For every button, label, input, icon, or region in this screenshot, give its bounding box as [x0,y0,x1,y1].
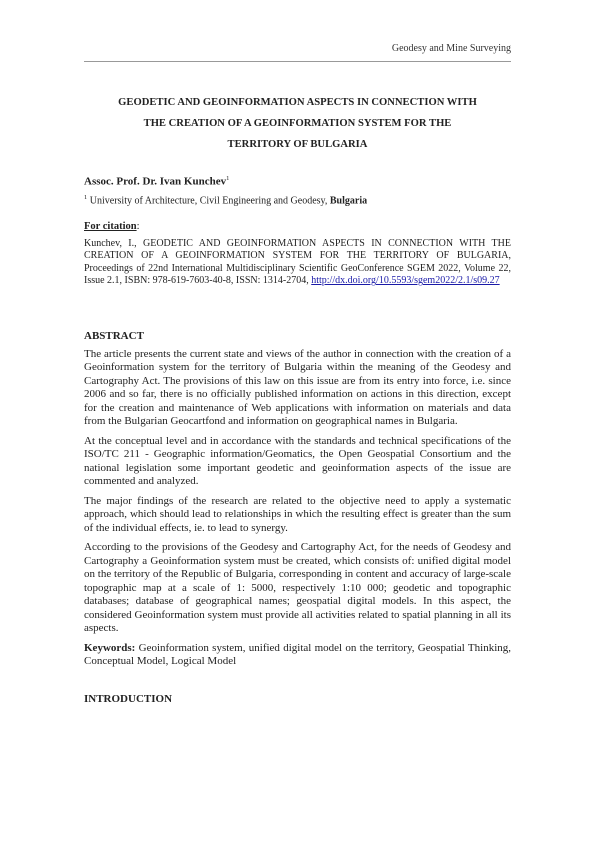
abstract-heading: ABSTRACT [84,329,144,342]
abstract-paragraph-1: The article presents the current state and views of the author in connection with the creation of a Geoinformation system for the territory of Bulgaria within the meaning of the Geodesy and Cartography Act. The provisions of this law on this issue are from its entry into force, i.e. since 2006 and so far, there is no officially published information on actions in this direction, except for the creation and maintenance of Web applications with information on materials and data from the Bulgarian Geocartfond and information on geographical names in Bulgaria. [84,347,511,428]
affiliation-marker: 1 [84,193,88,201]
affiliation-country: Bulgaria [329,194,368,206]
abstract-paragraph-4: According to the provisions of the Geodesy and Cartography Act, for the needs of Geodesy and Cartography a Geoinformation system must be created, which consists of: unified digital model on the territory of the Republic of Bulgaria, corresponding in content and accuracy of large-scale topographic map at a scale of 1: 5000, respectively 1:10 000; geodetic and topographic databases; database of geographical names; geospatial digital models. In this aspect, the considered Geoinformation system must provide all activities related to spatial planning in all its aspects. [84,541,511,635]
keywords-label: Keywords: [84,641,136,654]
paper-body [84,92,511,705]
header-rule [84,61,511,62]
keywords [84,642,511,669]
title-line-1: GEODETIC AND GEOINFORMATION ASPECTS IN CONNECTION WITH [118,97,477,108]
citation-label-colon: : [136,220,140,232]
abstract-paragraph-3: The major findings of the research are related to the objective need to apply a systematic approach, which should lead to relationships in which the resulting effect is greater than the sum of the individual effects, ie. to lead to synergy. [84,494,511,534]
title-line-3: TERRITORY OF BULGARIA [227,139,368,150]
running-header: Geodesy and Mine Surveying [391,43,511,54]
author-name: Assoc. Prof. Dr. Ivan Kunchev [84,175,227,188]
introduction-heading: INTRODUCTION [84,692,173,705]
doi-link[interactable]: http://dx.doi.org/10.5593/sgem2022/2.1/s09.27 [311,275,500,287]
title-line-2: THE CREATION OF A GEOINFORMATION SYSTEM FOR THE [143,118,452,129]
author-affiliation-marker: 1 [226,175,230,182]
affiliation-text: University of Architecture, Civil Engineering and Geodesy, [87,194,330,206]
citation-label-line [84,221,511,232]
citation-body: Kunchev, I., GEODETIC AND GEOINFORMATION ASPECTS IN CONNECTION WITH THE CREATION OF A GEOINFORMATION SYSTEM FOR THE TERRITORY OF BULGARIA, Proceedings of 22nd International Multidisciplinary Scientific GeoConference SGEM 2022, Volume 22, Issue 2.1, ISBN: 978-619-7603-40-8, ISSN: 1314-2704, [84,237,511,287]
affiliation [84,194,511,206]
citation-label: For citation [84,220,137,232]
citation-text [84,238,511,288]
paper-title [84,92,511,155]
abstract-paragraph-2: At the conceptual level and in accordance with the standards and technical specifications of the ISO/TC 211 - Geographic information/Geomatics, the Open Geospatial Consortium and the national legislation some important geodetic and geoinformation aspects of the issue are commented and analyzed. [84,434,511,488]
author-line [84,175,511,188]
keywords-text: Geoinformation system, unified digital model on the territory, Geospatial Thinking, Conceptual Model, Logical Model [84,641,511,668]
